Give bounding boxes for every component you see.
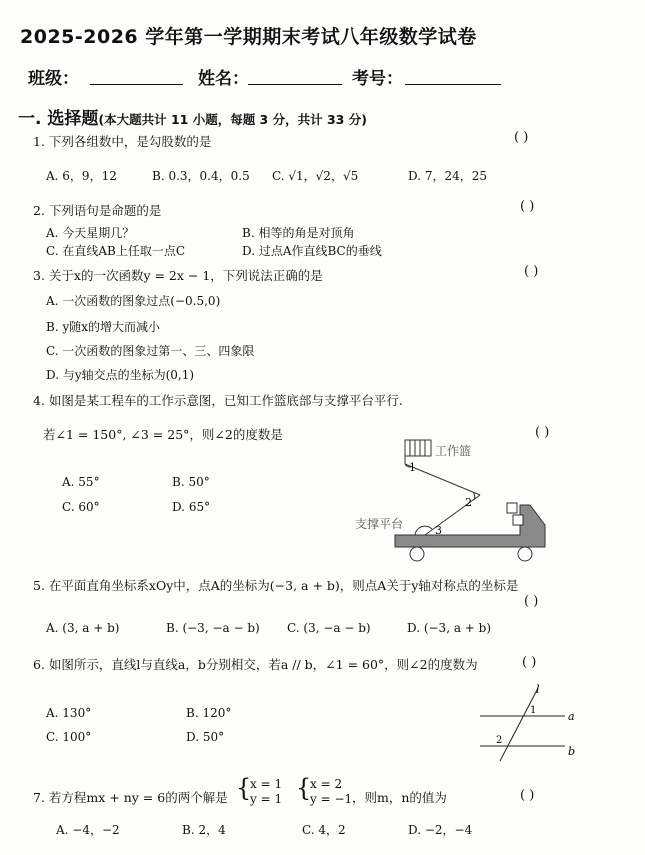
angle-1-label: 1 [530, 705, 537, 716]
question-7-stem: 7. 若方程mx + ny = 6的两个解是 [33, 790, 228, 805]
question-3-answer[interactable]: ( ) [524, 264, 539, 279]
question-4-figure [355, 435, 555, 565]
angle-2-label: 2 [465, 496, 472, 509]
question-6-option-d: D. 50° [186, 730, 225, 744]
system-1-brace: { [236, 774, 252, 802]
platform-label: 支撑平台 [355, 517, 404, 531]
upper-arm [405, 464, 480, 495]
system-2-brace: { [296, 774, 312, 802]
section-title: 一. 选择题 [18, 109, 99, 129]
front-wheel [518, 547, 532, 561]
system-2-eq1: x = 2 [310, 777, 343, 791]
truck-body [395, 505, 545, 547]
question-7-option-d: D. −2，−4 [408, 823, 473, 837]
work-basket [405, 440, 431, 456]
question-7-answer[interactable]: ( ) [520, 788, 535, 803]
name-label: 姓名： [198, 69, 249, 89]
question-3-option-a: A. 一次函数的图象过点(−0.5,0) [46, 294, 221, 308]
question-4-option-c: C. 60° [62, 500, 100, 514]
line-l-label: l [536, 683, 540, 696]
question-2-option-c: C. 在直线AB上任取一点C [46, 244, 186, 258]
question-1-option-b: B. 0.3，0.4，0.5 [152, 169, 250, 183]
class-blank[interactable] [90, 84, 183, 85]
question-1-option-a: A. 6，9，12 [46, 169, 117, 183]
question-1-option-d: D. 7，24，25 [408, 169, 487, 183]
question-1-answer[interactable]: ( ) [514, 130, 529, 145]
question-7-option-c: C. 4，2 [302, 823, 346, 837]
cab-window [507, 503, 517, 513]
question-4-option-d: D. 65° [172, 500, 211, 514]
question-6-option-b: B. 120° [186, 706, 232, 720]
line-a-label: a [568, 710, 575, 723]
truck-window [513, 515, 523, 525]
question-6-stem: 6. 如图所示，直线l与直线a，b分别相交，若a // b，∠1 = 60°，则∠2的度数为 [33, 657, 478, 672]
question-4-option-a: A. 55° [62, 475, 100, 489]
question-6-figure [470, 683, 590, 763]
question-5-option-c: C. (3, −a − b) [287, 621, 371, 635]
angle-2-label: 2 [496, 735, 503, 746]
question-2-option-b: B. 相等的角是对顶角 [242, 226, 355, 240]
section-note: (本大题共计 11 小题，每题 3 分，共计 33 分) [98, 112, 367, 127]
question-7-stem-end: ，则m，n的值为 [352, 790, 447, 805]
question-6-answer[interactable]: ( ) [522, 655, 537, 670]
basket-label: 工作篮 [435, 444, 472, 458]
question-4-option-b: B. 50° [172, 475, 210, 489]
question-1-stem: 1. 下列各组数中，是勾股数的是 [33, 134, 212, 149]
question-3-option-d: D. 与y轴交点的坐标为(0,1) [46, 368, 195, 382]
question-4-stem: 4. 如图是某工程车的工作示意图，已知工作篮底部与支撑平台平行. [33, 393, 403, 408]
question-5-option-b: B. (−3, −a − b) [166, 621, 260, 635]
question-1-option-c: C. √1，√2，√5 [272, 169, 359, 183]
question-6-option-c: C. 100° [46, 730, 92, 744]
question-5-option-d: D. (−3, a + b) [407, 621, 492, 635]
exam-title: 2025-2026 学年第一学期期末考试八年级数学试卷 [20, 26, 477, 48]
question-7-option-a: A. −4，−2 [56, 823, 120, 837]
system-2 [310, 777, 352, 807]
question-3-stem: 3. 关于x的一次函数y = 2x − 1，下列说法正确的是 [33, 268, 323, 283]
id-label: 考号： [352, 69, 403, 89]
angle-3-label: 3 [435, 524, 442, 537]
question-2-option-d: D. 过点A作直线BC的垂线 [242, 244, 382, 258]
question-3-option-c: C. 一次函数的图象过第一、三、四象限 [46, 344, 255, 358]
question-7-option-b: B. 2，4 [182, 823, 226, 837]
question-4-stem-2: 若∠1 = 150°, ∠3 = 25°，则∠2的度数是 [43, 427, 283, 442]
line-b-label: b [568, 745, 576, 758]
question-2-stem: 2. 下列语句是命题的是 [33, 203, 162, 218]
system-1 [250, 777, 282, 807]
question-4-answer[interactable]: ( ) [535, 425, 550, 440]
system-2-eq2: y = −1 [310, 792, 353, 806]
rear-wheel [410, 547, 424, 561]
id-blank[interactable] [405, 84, 501, 85]
question-2-option-a: A. 今天星期几？ [46, 226, 135, 240]
question-3-option-b: B. y随x的增大而减小 [46, 320, 160, 334]
angle-1-label: 1 [409, 461, 416, 474]
question-5-answer[interactable]: ( ) [524, 594, 539, 609]
question-5-stem: 5. 在平面直角坐标系xOy中，点A的坐标为(−3, a + b)，则点A关于y轴对称点的坐标是 [33, 578, 519, 593]
line-l [500, 688, 538, 761]
question-6-option-a: A. 130° [46, 706, 92, 720]
system-1-eq1: x = 1 [250, 777, 283, 791]
system-1-eq2: y = 1 [250, 792, 283, 806]
question-5-option-a: A. (3, a + b) [46, 621, 120, 635]
question-2-answer[interactable]: ( ) [520, 199, 535, 214]
name-blank[interactable] [248, 84, 342, 85]
class-label: 班级： [28, 69, 79, 89]
section-heading [18, 104, 367, 129]
